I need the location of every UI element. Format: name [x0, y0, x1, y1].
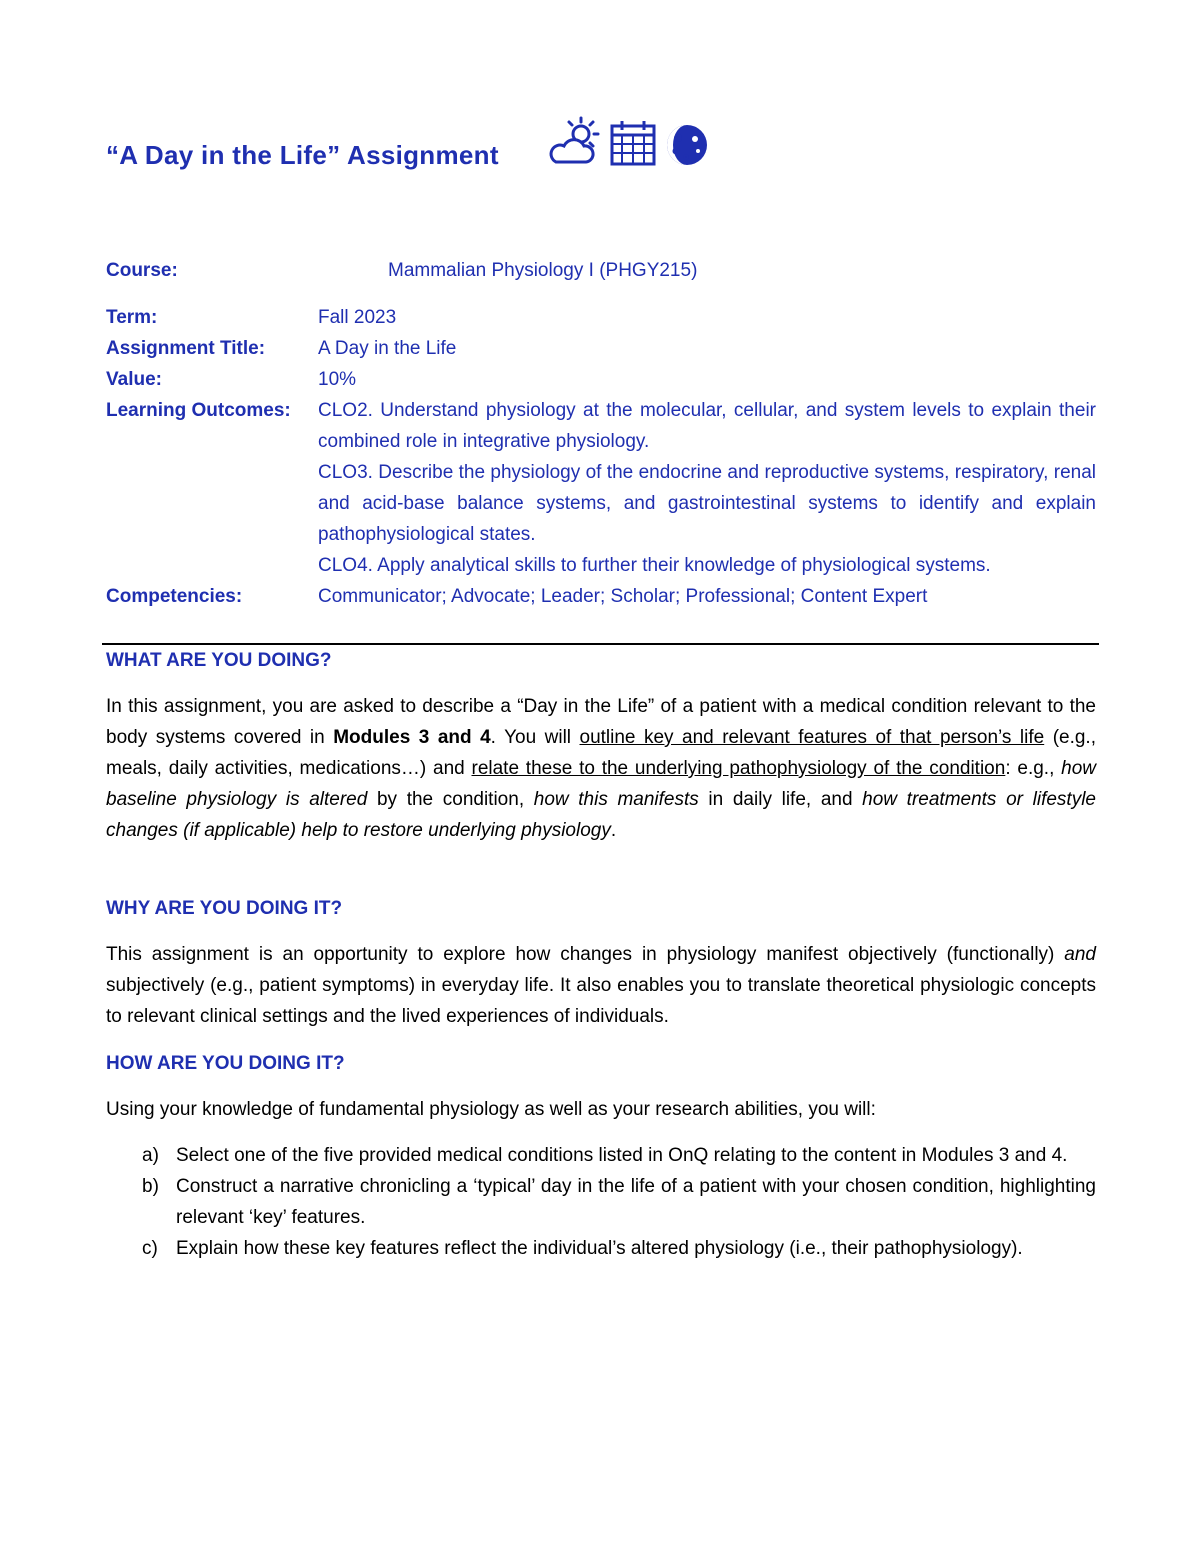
term-label: Term: — [106, 307, 158, 328]
list-item-text: Explain how these key features reflect the individual’s altered physiology (i.e., their pathophysiology). — [176, 1238, 1023, 1259]
why-italic: and — [1064, 944, 1096, 965]
how-section — [106, 1048, 1096, 1264]
learning-outcomes-row — [106, 395, 1096, 581]
why-heading: WHY ARE YOU DOING IT? — [106, 898, 343, 919]
assignment-title-label: Assignment Title: — [106, 338, 266, 359]
competencies-label: Competencies: — [106, 586, 243, 607]
why-section — [106, 893, 1096, 1032]
value-label: Value: — [106, 369, 162, 390]
value-row — [106, 364, 1096, 395]
list-item-label: b) — [142, 1176, 159, 1197]
course-value: Mammalian Physiology I (PHGY215) — [388, 260, 698, 281]
competencies-value: Communicator; Advocate; Leader; Scholar; Professional; Content Expert — [318, 586, 928, 607]
what-underline-2: relate these to the underlying pathophysiology of the condition — [471, 758, 1006, 779]
page-title: “A Day in the Life” Assignment — [106, 140, 499, 170]
what-text-4: : e.g., — [1005, 758, 1062, 779]
clo4: CLO4. Apply analytical skills to further their knowledge of physiological systems. — [318, 555, 991, 576]
how-heading: HOW ARE YOU DOING IT? — [106, 1053, 345, 1074]
what-italic-2: how this manifests — [533, 789, 699, 810]
calendar-icon — [608, 118, 658, 168]
what-underline-1: outline key and relevant features of that person’s life — [579, 727, 1045, 748]
what-italic-1: how baseline physiology is altered — [106, 758, 1096, 810]
what-heading: WHAT ARE YOU DOING? — [106, 650, 332, 671]
course-info — [106, 255, 1096, 612]
what-text-2: . You will — [490, 727, 580, 748]
term-row — [106, 302, 1096, 333]
course-row — [106, 255, 1096, 286]
list-item — [106, 1233, 1096, 1264]
how-intro: Using your knowledge of fundamental physiology as well as your research abilities, you will: — [106, 1099, 876, 1120]
learning-outcomes-list — [318, 395, 1096, 581]
title-icons — [548, 116, 710, 168]
list-item — [106, 1171, 1096, 1233]
weather-sun-cloud-icon — [548, 116, 602, 168]
what-section — [106, 645, 1096, 846]
course-label: Course: — [106, 260, 178, 281]
clo3: CLO3. Describe the physiology of the endocrine and reproductive systems, respiratory, renal and acid-base balance systems, and gastrointestinal systems to identify and explain pathophysiological states. — [318, 462, 1096, 545]
learning-outcomes-label: Learning Outcomes: — [106, 400, 291, 421]
what-text-3: (e.g., meals, daily activities, medications…) and — [106, 727, 1096, 779]
what-text-1: In this assignment, you are asked to describe a “Day in the Life” of a patient with a medical condition relevant to the body systems covered in — [106, 696, 1096, 748]
what-italic-3: how treatments or lifestyle changes (if applicable) help to restore underlying physiology — [106, 789, 1096, 841]
clo2: CLO2. Understand physiology at the molecular, cellular, and system levels to explain their combined role in integrative physiology. — [318, 400, 1096, 452]
how-steps-list — [106, 1140, 1096, 1264]
what-text-6: in daily life, and — [698, 789, 863, 810]
assignment-title-row — [106, 333, 1096, 364]
why-text-1: This assignment is an opportunity to explore how changes in physiology manifest objectively (functionally) — [106, 944, 1065, 965]
list-item-text: Construct a narrative chronicling a ‘typical’ day in the life of a patient with your chosen condition, highlighting relevant ‘key’ features. — [176, 1176, 1096, 1228]
list-item-label: a) — [142, 1145, 159, 1166]
what-text-7: . — [610, 820, 617, 841]
list-item — [106, 1140, 1096, 1171]
why-text-2: subjectively (e.g., patient symptoms) in everyday life. It also enables you to translate theoretical physiologic concepts to relevant clinical settings and the lived experiences of individuals. — [106, 975, 1096, 1027]
competencies-row — [106, 581, 1096, 612]
what-text-5: by the condition, — [367, 789, 534, 810]
list-item-text: Select one of the five provided medical conditions listed in OnQ relating to the content in Modules 3 and 4. — [176, 1145, 1068, 1166]
assignment-title-value: A Day in the Life — [318, 338, 457, 359]
value-value: 10% — [318, 369, 357, 390]
what-modules: Modules 3 and 4 — [333, 727, 491, 748]
what-paragraph — [106, 691, 1096, 846]
term-value: Fall 2023 — [318, 307, 397, 328]
list-item-label: c) — [142, 1238, 158, 1259]
why-paragraph — [106, 939, 1096, 1032]
moon-icon — [664, 122, 710, 168]
